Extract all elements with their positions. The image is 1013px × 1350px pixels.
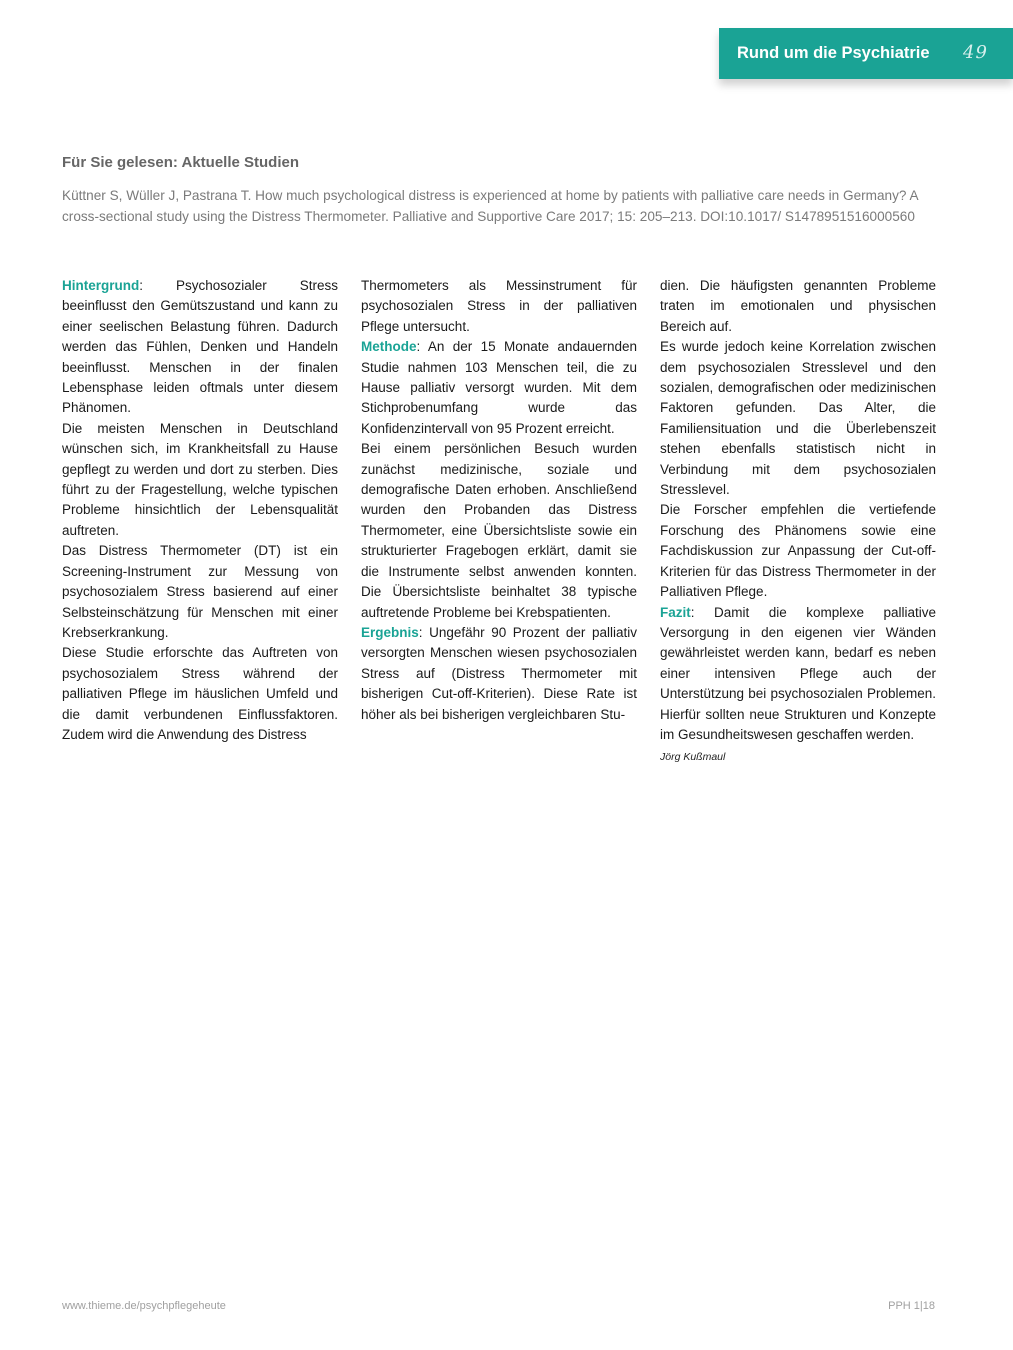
paragraph: Es wurde jedoch keine Korrelation zwischen dem psychosozialen Stresslevel und den sozialen, demografischen oder medizinischen Faktoren gefunden. Das Alter, die Familiensituation und die Überlebenszeit stehen ebenfalls statistisch nicht in Verbindung mit dem psychosozialen Stresslevel.: [660, 339, 936, 498]
paragraph-text: : Damit die komplexe palliative Versorgung in den eigenen vier Wänden gewährleistet werden kann, bedarf es neben einer intensiven Pflege auch der Unterstützung bei psychosozialen Problemen. Hierfür sollten neue Strukturen und Konzepte im Gesundheitswesen geschaffen werden.: [660, 604, 936, 742]
paragraph: Bei einem persönlichen Besuch wurden zunächst medizinische, soziale und demografische Daten erhoben. Anschließend wurden den Probanden das Distress Thermometer, eine Übersichtsliste sowie ein strukturierter Fragebogen erklärt, damit sie die Instrumente selbst anwenden konnten. Die Übersichtsliste beinhaltet 38 typische auftretende Probleme bei Krebspatienten.: [361, 441, 637, 620]
article-section-title: Für Sie gelesen: Aktuelle Studien: [62, 154, 299, 171]
column-3: [660, 276, 936, 768]
paragraph: [361, 337, 637, 439]
paragraph: Thermometers als Messinstrument für psychosozialen Stress in der palliativen Pflege untersucht.: [361, 278, 637, 334]
column-2: [361, 276, 637, 768]
paragraph: [660, 603, 936, 746]
paragraph: Die Forscher empfehlen die vertiefende Forschung des Phänomens sowie eine Fachdiskussion zur Anpassung der Cut-off-Kriterien für das Distress Thermometer in der Palliativen Pflege.: [660, 502, 936, 600]
paragraph-text: : Psychosozialer Stress beeinflusst den Gemütszustand und kann zu einer seelischen Belastung führen. Dadurch werden das Fühlen, Denken und Handeln beeinflusst. Menschen in der finalen Lebensphase leiden oftmals unter diesem Phänomen.: [62, 278, 338, 416]
column-1: [62, 276, 338, 768]
paragraph-text: : Ungefähr 90 Prozent der palliativ versorgten Menschen wiesen psychosozialen Stress auf (Distress Thermometer mit bisherigen Cut-off-Kriterien). Diese Rate ist höher als bei bisherigen vergleichbaren Stu-: [361, 624, 637, 722]
page-number: 49: [963, 42, 988, 63]
section-header-title: Rund um die Psychiatrie: [737, 44, 930, 62]
paragraph: Das Distress Thermometer (DT) ist ein Screening-Instrument zur Messung von psychosozialem Stress basierend auf einer Selbsteinschätzung für Menschen mit einer Krebserkrankung.: [62, 543, 338, 640]
article-body: [62, 276, 936, 768]
keyword-fazit: Fazit: [660, 604, 691, 620]
article-citation: Küttner S, Wüller J, Pastrana T. How much psychological distress is experienced at home by patients with palliative care needs in Germany? A cross-sectional study using the Distress Thermometer. Palliative and Supportive Care 2017; 15: 205–213. DOI:10.1017/ S1478951516000560: [62, 188, 918, 224]
paragraph: Die meisten Menschen in Deutschland wünschen sich, im Krankheitsfall zu Hause gepflegt zu werden und dort zu sterben. Dies führt zu der Fragestellung, welche typischen Probleme hinsichtlich der Lebensqualität auftreten.: [62, 420, 338, 538]
keyword-methode: Methode: [361, 339, 417, 355]
keyword-hintergrund: Hintergrund: [62, 278, 140, 293]
author-name: Jörg Kußmaul: [660, 751, 726, 764]
paragraph: [361, 623, 637, 725]
footer-url: www.thieme.de/psychpflegeheute: [62, 1300, 226, 1312]
section-header-tab: [719, 28, 1013, 79]
paragraph: dien. Die häufigsten genannten Probleme traten im emotionalen und physischen Bereich auf.: [660, 278, 936, 334]
paragraph-text: : An der 15 Monate andauernden Studie nahmen 103 Menschen teil, die zu Hause palliativ versorgt wurden. Mit dem Stichprobenumfang wurde das Konfidenzintervall von 95 Prozent erreicht.: [361, 339, 637, 436]
paragraph: [62, 276, 338, 419]
paragraph: Diese Studie erforschte das Auftreten von psychosozialem Stress während der palliativen Pflege im häuslichen Umfeld und die damit verbundenen Einflussfaktoren. Zudem wird die Anwendung des Distress: [62, 645, 338, 742]
keyword-ergebnis: Ergebnis: [361, 624, 419, 640]
footer-issue: PPH 1|18: [888, 1300, 935, 1312]
